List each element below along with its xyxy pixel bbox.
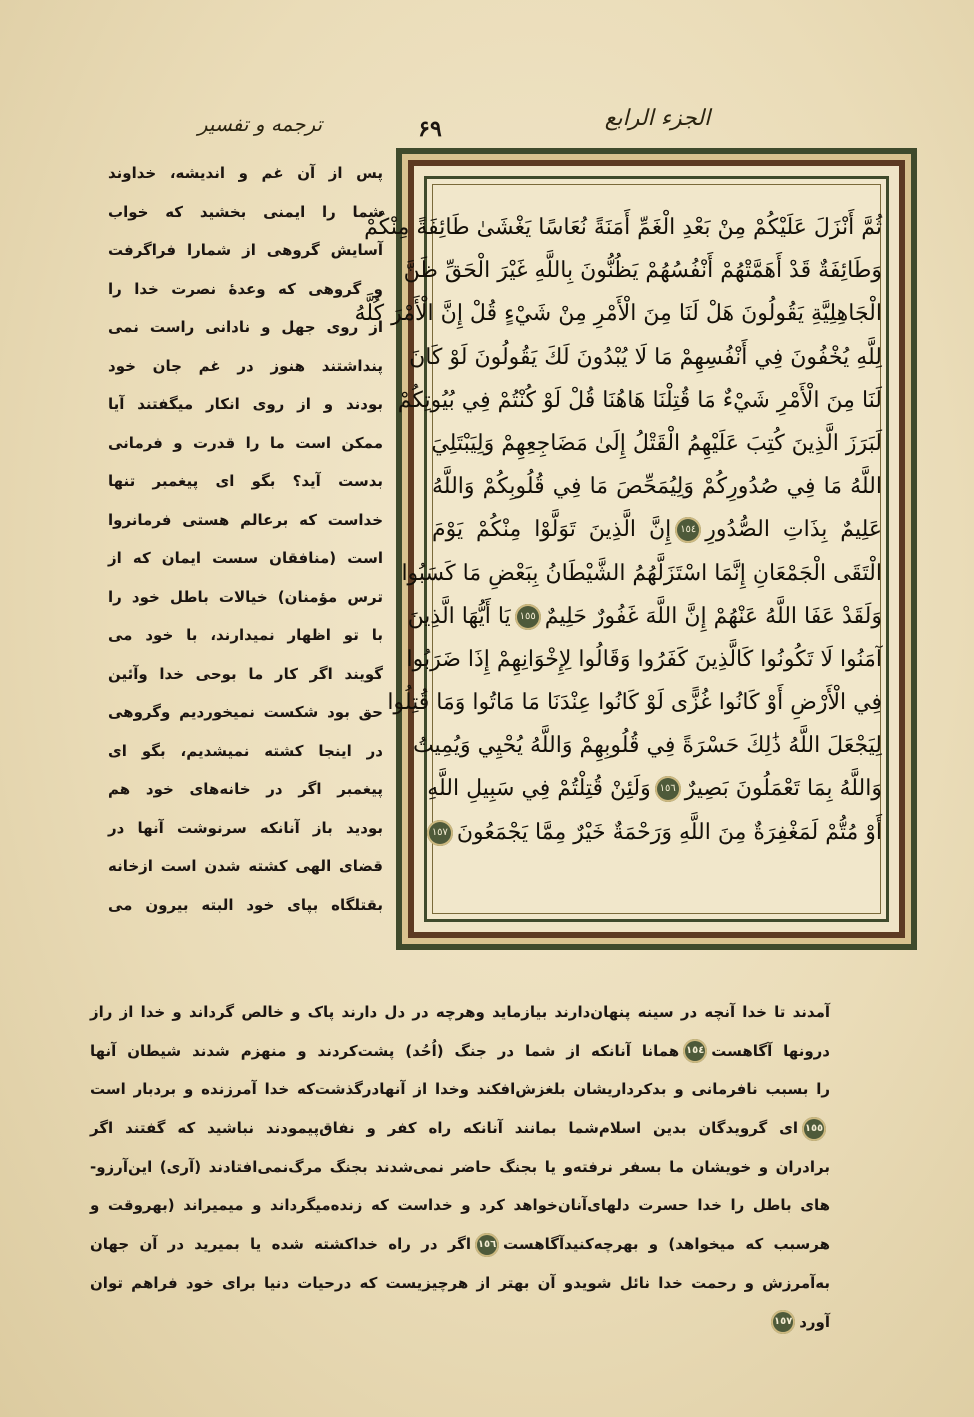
line-text: آورد bbox=[799, 1312, 830, 1331]
line-text: آمدند تا خدا آنچه در سینه پنهان‌دارند بیازماید وهرچه در دل دارند پاک و خالص گرداند و خدا از راز bbox=[90, 1003, 830, 1021]
line-text: فِي الْأَرْضِ أَوْ كَانُوا غُزًّى لَوْ كَانُوا عِنْدَنَا مَا مَاتُوا وَمَا قُتِلُوا bbox=[387, 690, 882, 716]
translation-line: ترس مؤمنان) خیالات باطل خود را bbox=[108, 587, 383, 606]
quran-verse-line bbox=[432, 811, 882, 854]
line-text: ثُمَّ أَنْزَلَ عَلَيْكُمْ مِنْ بَعْدِ الْغَمِّ أَمَنَةً نُعَاسًا يَغْشَىٰ طَائِفَةً مِنْكُمْ bbox=[364, 215, 882, 240]
quran-verse-line bbox=[364, 206, 882, 249]
line-text: درونها آگاهست bbox=[711, 1041, 830, 1060]
verse-number-marker: ١٥٤ bbox=[683, 1039, 707, 1063]
translation-line: از روی جهل و نادانی راست نمی‌ bbox=[108, 318, 383, 336]
quran-verse-line bbox=[432, 465, 882, 508]
translation-line bbox=[90, 1032, 830, 1071]
translation-line: آسایش گروهی از شمارا فراگرفت bbox=[108, 241, 383, 259]
line-text: لِلَّهِ يُخْفُونَ فِي أَنْفُسِهِمْ مَا لَا يُبْدُونَ لَكَ يَقُولُونَ لَوْ كَانَ bbox=[409, 344, 882, 370]
line-text: الْجَاهِلِيَّةِ يَقُولُونَ هَلْ لَنَا مِنَ الْأَمْرِ مِنْ شَيْءٍ قُلْ إِنَّ الْأَمْرَ كُلَّهُ bbox=[354, 301, 882, 327]
line-text: عَلِيمٌ بِذَاتِ الصُّدُورِ bbox=[705, 517, 882, 543]
line-text-continued: وَلَئِنْ قُتِلْتُمْ فِي سَبِيلِ اللَّهِ bbox=[427, 776, 651, 802]
translation-line: بدست آید؟ بگو ای پیغمبر تنها bbox=[108, 472, 383, 490]
quran-verse-line bbox=[387, 681, 882, 724]
line-text-continued: اگر در راه خداکشته شده یا بمیرید در آن جهان bbox=[90, 1235, 472, 1254]
quran-verse-line bbox=[427, 767, 882, 810]
line-text: برادران و خویشان ما بسفر نرفته‌و یا بجنگ حاضر نمی‌شدند بجنگ مرگ‌نمی‌افتادند (آری) این‌آرزو- bbox=[90, 1157, 830, 1176]
quran-verse-line bbox=[412, 724, 882, 767]
line-text: هرسبب که میخواهد) و بهرچه‌کنید‌آگاهست bbox=[503, 1235, 830, 1254]
translation-line bbox=[90, 1148, 830, 1187]
translation-line: پس از آن غم و اندیشه، خداوند bbox=[108, 164, 383, 182]
translation-line: در اینجا کشته نمیشدیم، بگو ای bbox=[108, 741, 383, 760]
quran-verse-line bbox=[401, 552, 882, 595]
line-text: الْتَقَى الْجَمْعَانِ إِنَّمَا اسْتَزَلَّهُمُ الشَّيْطَانُ بِبَعْضِ مَا كَسَبُوا bbox=[401, 560, 882, 586]
line-text: وَلَقَدْ عَفَا اللَّهُ عَنْهُمْ إِنَّ اللَّهَ غَفُورٌ حَلِيمٌ bbox=[544, 603, 882, 629]
verse-number-marker: ١٥٧ bbox=[427, 820, 453, 846]
line-text-continued: همانا آنانکه از شما در جنگ (اُحُد) پشت‌کردند و منهزم شدند شیطان آنها bbox=[90, 1041, 680, 1060]
translation-line bbox=[90, 1186, 830, 1225]
line-text: وَاللَّهُ بِمَا تَعْمَلُونَ بَصِيرٌ bbox=[684, 776, 882, 802]
page-number: ۶۹ bbox=[418, 116, 442, 142]
quran-verse-line bbox=[409, 336, 882, 379]
translation-line: با تو اظهار نمیدارند، با خود می‌ bbox=[108, 626, 383, 644]
translation-line: و گروهی که وعدهٔ نصرت خدا را bbox=[108, 279, 383, 298]
line-text-continued: ای گرویدگان بدین اسلام‌شما بمانند آنانکه راه کفر و نفاق‌پیمودند نباشید که گفتند اگر bbox=[90, 1119, 798, 1138]
translation-line bbox=[90, 1225, 830, 1264]
translation-line: بودید باز آنانکه سرنوشت آنها در bbox=[108, 818, 383, 837]
line-text: لَبَرَزَ الَّذِينَ كُتِبَ عَلَيْهِمُ الْقَتْلُ إِلَىٰ مَضَاجِعِهِمْ وَلِيَبْتَلِيَ bbox=[431, 430, 882, 456]
translation-line: گویند اگر کار ما بوحی خدا وآئین bbox=[108, 664, 383, 683]
verse-number-marker: ١٥٤ bbox=[675, 517, 701, 543]
translation-line: شما را ایمنی بخشید که خواب bbox=[108, 202, 383, 221]
quran-text-block bbox=[354, 206, 882, 896]
translation-line: خداست که برعالم هستی فرمانروا bbox=[108, 510, 383, 529]
translation-line bbox=[90, 1109, 830, 1148]
line-text-continued: إِنَّ الَّذِينَ تَوَلَّوْا مِنْكُمْ يَوْمَ bbox=[432, 517, 672, 543]
line-text-continued: يَا أَيُّهَا الَّذِينَ bbox=[407, 603, 511, 629]
translation-line: پیغمبر اگر در خانه‌های خود هم bbox=[108, 780, 383, 798]
quran-verse-line bbox=[397, 379, 882, 422]
verse-number-marker: ١٥٦ bbox=[655, 776, 681, 802]
quran-verse-line bbox=[432, 508, 882, 551]
translation-line bbox=[90, 1070, 830, 1109]
translation-line bbox=[90, 993, 830, 1032]
translation-line bbox=[90, 1264, 830, 1303]
line-text: لَنَا مِنَ الْأَمْرِ شَيْءٌ مَا قُتِلْنَا هَاهُنَا قُلْ لَوْ كُنْتُمْ فِي بُيُوتِكُمْ bbox=[397, 387, 882, 413]
quran-verse-line bbox=[406, 638, 882, 681]
translation-line: پنداشتند هنوز در غم جان خود bbox=[108, 356, 383, 375]
line-text: آمَنُوا لَا تَكُونُوا كَالَّذِينَ كَفَرُوا وَقَالُوا لِإِخْوَانِهِمْ إِذَا ضَرَبُوا bbox=[406, 646, 882, 672]
translation-line: بودند و از روی انکار میگفتند آیا bbox=[108, 395, 383, 413]
running-header-left: ترجمه و تفسیر bbox=[197, 112, 323, 136]
translation-side-column bbox=[108, 154, 383, 924]
line-text: اللَّهُ مَا فِي صُدُورِكُمْ وَلِيُمَحِّصَ مَا فِي قُلُوبِكُمْ وَاللَّهُ bbox=[432, 474, 882, 500]
line-text: به‌آمرزش و رحمت خدا نائل شویدو آن بهتر از هرچیزیست که درحیات دنیا برای خود فراهم توان bbox=[90, 1273, 830, 1292]
quran-verse-line bbox=[432, 422, 882, 465]
translation-line: حق بود شکست نمیخوردیم وگروهی bbox=[108, 703, 383, 721]
verse-number-marker: ١٥٧ bbox=[771, 1310, 795, 1334]
translation-line bbox=[90, 1303, 830, 1342]
quran-verse-line bbox=[354, 292, 882, 335]
line-text: وَطَائِفَةٌ قَدْ أَهَمَّتْهُمْ أَنْفُسُهُمْ يَظُنُّونَ بِاللَّهِ غَيْرَ الْحَقِّ ظَنَّ bbox=[403, 258, 882, 284]
verse-number-marker: ١٥٥ bbox=[802, 1117, 826, 1141]
translation-bottom-block bbox=[90, 993, 830, 1341]
translation-line: بقتلگاه بپای خود البته بیرون می‌ bbox=[108, 895, 383, 914]
translation-line: قضای الهی کشته شدن است ازخانه bbox=[108, 857, 383, 875]
verse-number-marker: ١٥٥ bbox=[515, 604, 541, 630]
translation-line: است (منافقان سست ایمان که از bbox=[108, 549, 383, 567]
translation-line: ممکن است ما را قدرت و فرمانی bbox=[108, 433, 383, 452]
verse-number-marker: ١٥٦ bbox=[475, 1233, 499, 1257]
quran-verse-line bbox=[403, 249, 882, 292]
line-text: های باطل را خدا حسرت دلهای‌آنان‌خواهد کرد و خداست که زنده‌میگرداند و میمیراند (بهروقت و bbox=[90, 1196, 830, 1215]
quran-verse-line bbox=[407, 595, 882, 638]
line-text: أَوْ مُتُّمْ لَمَغْفِرَةٌ مِنَ اللَّهِ وَرَحْمَةٌ خَيْرٌ مِمَّا يَجْمَعُونَ bbox=[456, 819, 882, 845]
line-text: را بسبب نافرمانی و بدکرداریشان بلغزش‌افکند وخدا از آنهادرگذشت‌که خدا آمرزنده و بردبار است bbox=[90, 1080, 830, 1099]
running-header-right: الجزء الرابع bbox=[604, 106, 711, 131]
line-text: لِيَجْعَلَ اللَّهُ ذَٰلِكَ حَسْرَةً فِي قُلُوبِهِمْ وَاللَّهُ يُحْيِي وَيُمِيتُ bbox=[412, 733, 882, 759]
